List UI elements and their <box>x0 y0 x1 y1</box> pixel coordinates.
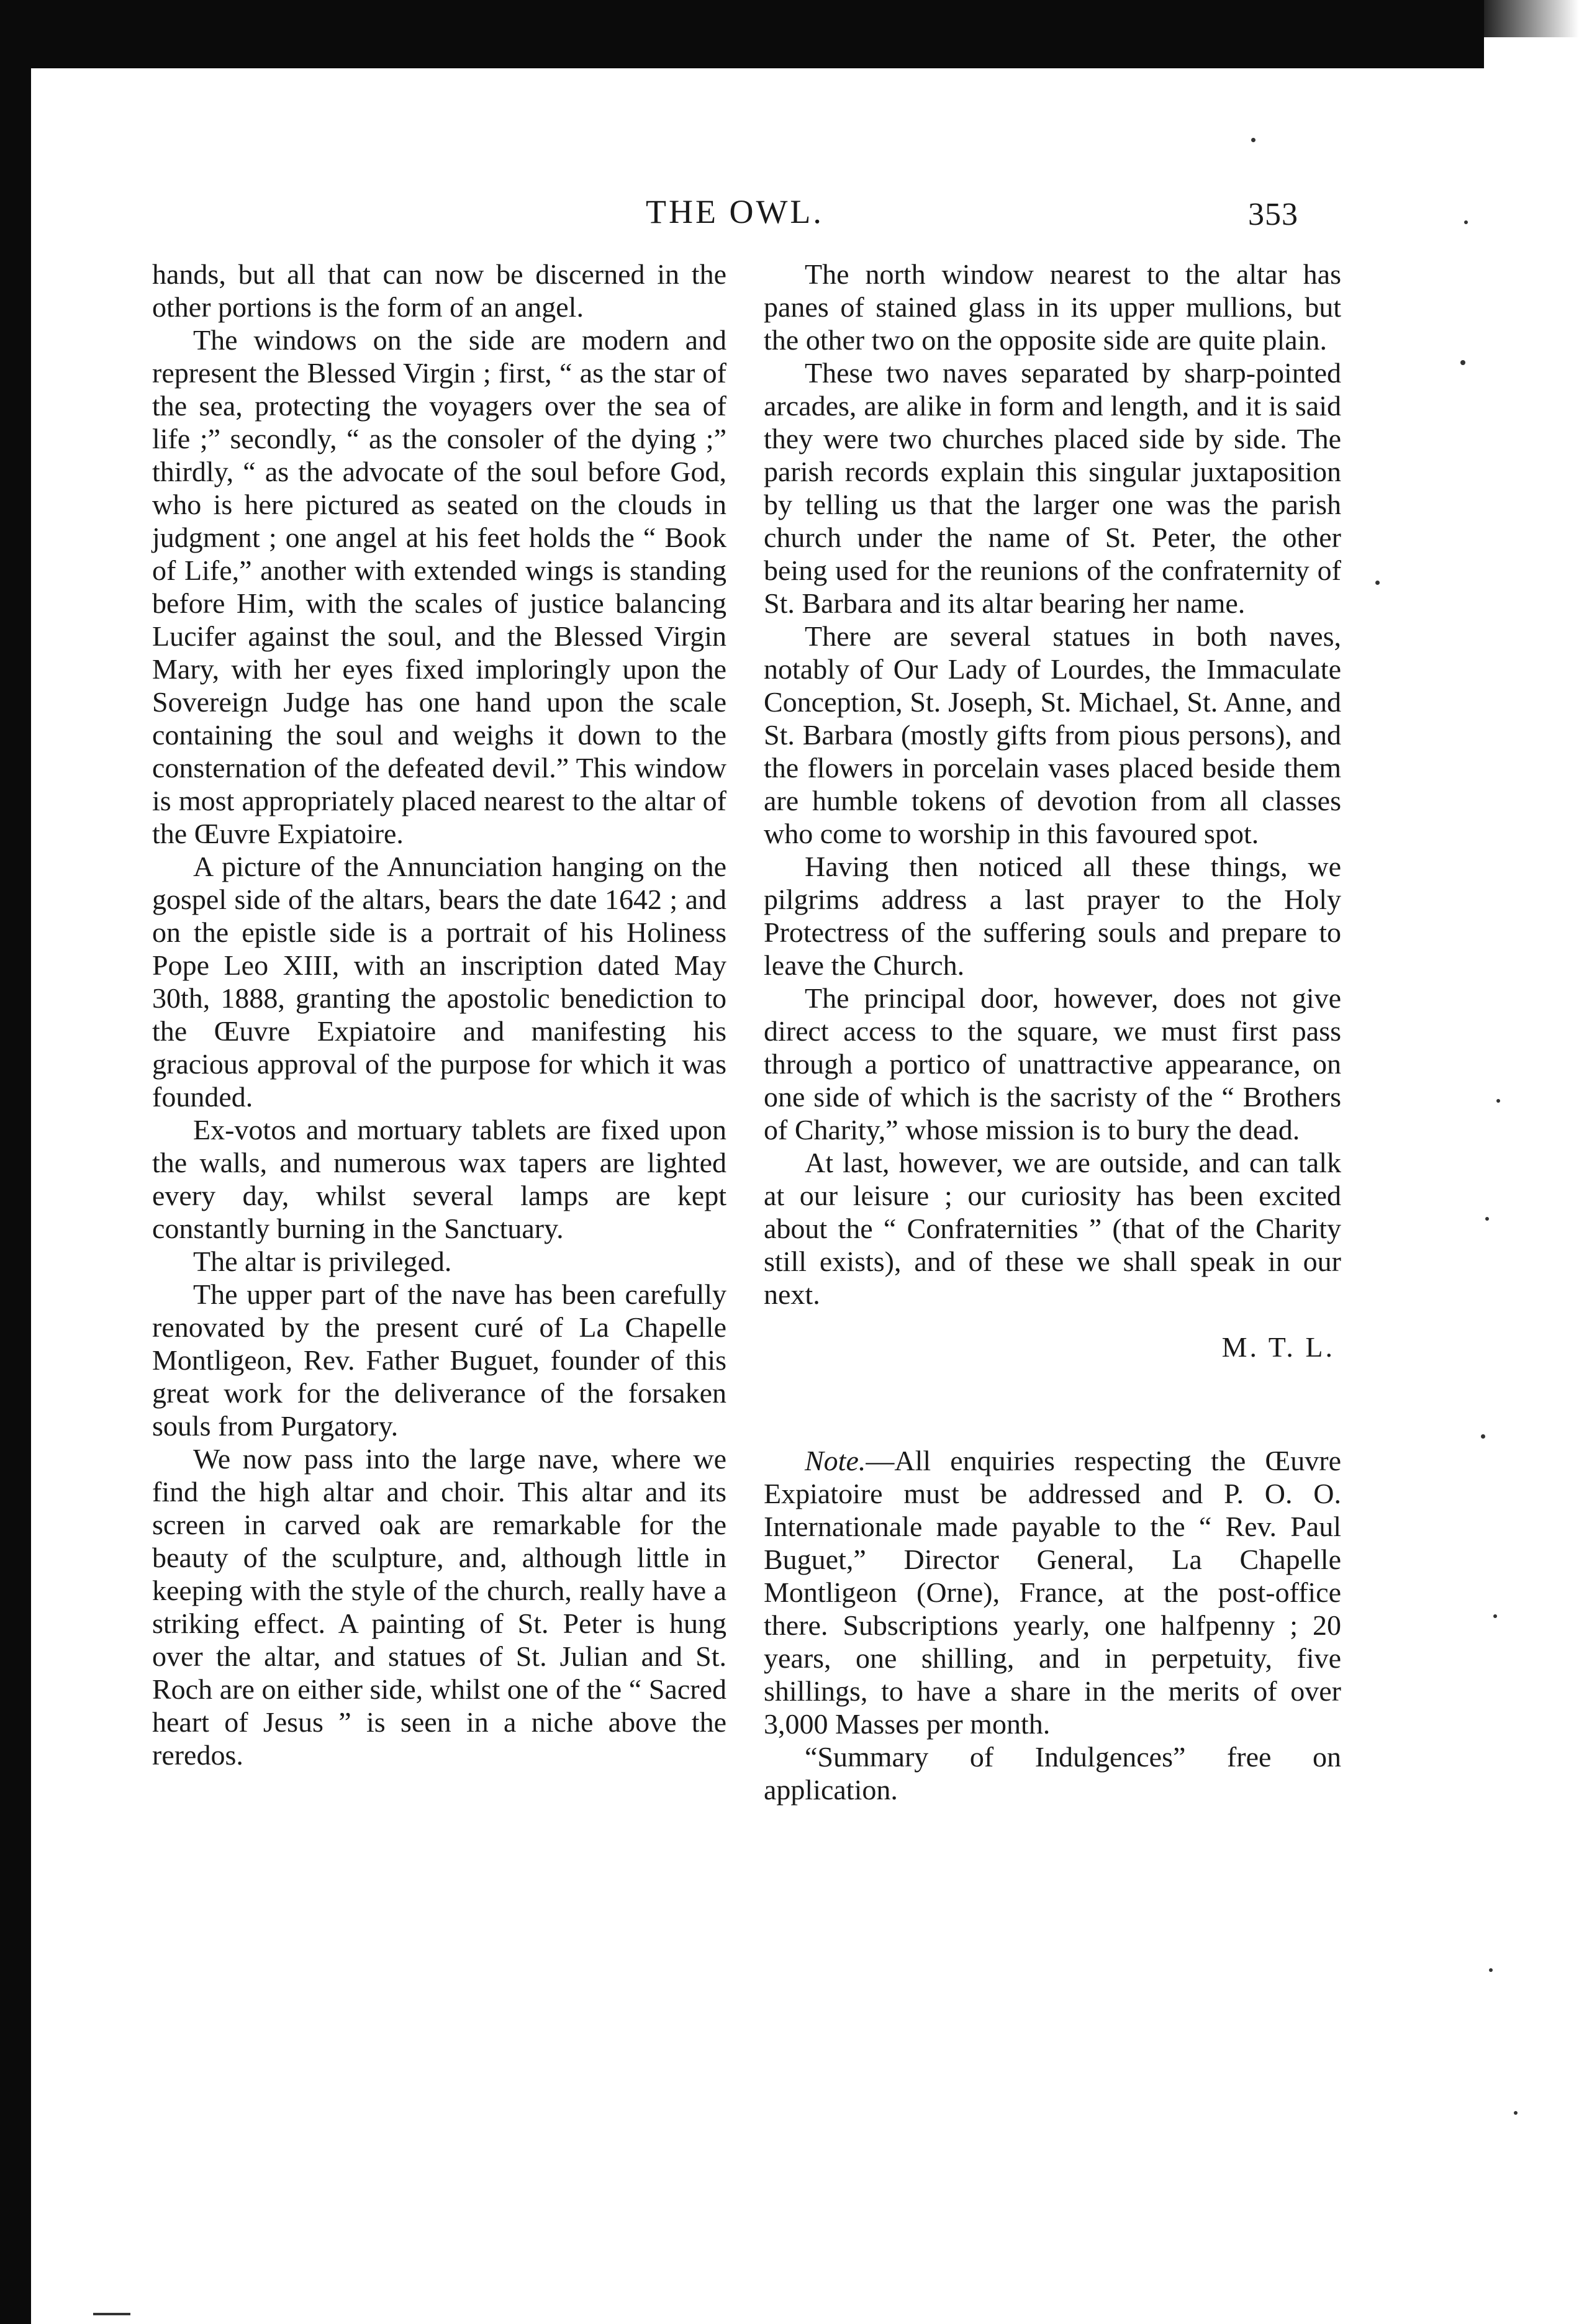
paragraph: These two naves separated by sharp-pointed arcades, are alike in form and length, and it is said they were two churches placed side by side. The parish records explain this singular juxtaposition by telling us that the larger one was the parish church under the name of St. Peter, the other being used for the reunions of the confraternity of St. Barbara and its altar bearing her name. <box>764 357 1341 619</box>
paragraph: The altar is privileged. <box>193 1246 452 1277</box>
note-paragraph <box>764 1444 1341 1740</box>
paragraph: A picture of the Annunciation hanging on the gospel side of the altars, bears the date 1642 ; and on the epistle side is a portrait of his Holiness Pope Leo XIII, with an inscription dated May 30th, 1888, granting the apostolic benediction to the Œuvre Expiatoire and manifesting his gracious approval of the purpose for which it was founded. <box>152 851 726 1113</box>
scan-speck <box>1251 138 1256 142</box>
paragraph: hands, but all that can now be discerned in the other portions is the form of an angel. <box>152 258 726 323</box>
note-label: Note. <box>805 1445 866 1476</box>
note-text: —All enquiries respecting the Œuvre Expiatoire must be addressed and P. O. O. Internationale made payable to the “ Rev. Paul Buguet,” Director General, La Chapelle Montligeon (Orne), France, at the post-office there. Subscriptions yearly, one halfpenny ; 20 years, one shilling, and in perpetuity, five shillings, to have a share in the merits of over 3,000 Masses per month. <box>764 1445 1341 1740</box>
scan-speck <box>1489 1968 1493 1972</box>
scan-edge-left <box>0 0 31 2324</box>
scan-speck <box>1481 1434 1485 1439</box>
scan-edge-top-fade <box>1484 0 1579 37</box>
paragraph: The north window nearest to the altar has panes of stained glass in its upper mullions, but the other two on the opposite side are quite plain. <box>764 258 1341 356</box>
scan-speck <box>1375 581 1380 585</box>
page-number: 353 <box>1248 197 1298 232</box>
paragraph: Having then noticed all these things, we pilgrims address a last prayer to the Holy Protectress of the suffering souls and prepare to leave the Church. <box>764 851 1341 981</box>
paragraph: We now pass into the large nave, where we find the high altar and choir. This altar and its screen in carved oak are remarkable for the beauty of the sculpture, and, although little in keeping with the style of the church, really have a striking effect. A painting of St. Peter is hung over the altar, and statues of St. Julian and St. Roch are on either side, whilst one of the “ Sacred heart of Jesus ” is seen in a niche above the reredos. <box>152 1443 726 1771</box>
scan-mark <box>93 2313 130 2315</box>
scan-edge-top <box>0 0 1484 68</box>
scan-speck <box>1493 1614 1497 1618</box>
scan-speck <box>1464 220 1468 224</box>
scan-speck <box>1460 360 1465 365</box>
paragraph: Ex-votos and mortuary tablets are fixed upon the walls, and numerous wax tapers are lighted every day, whilst several lamps are kept constantly burning in the Sanctuary. <box>152 1114 726 1244</box>
page-header <box>0 186 1579 242</box>
scan-speck <box>1496 1099 1500 1103</box>
paragraph: At last, however, we are outside, and can talk at our leisure ; our curiosity has been excited about the “ Confraternities ” (that of the Charity still exists), and of these we shall speak in our next. <box>764 1147 1341 1310</box>
left-column <box>152 258 726 1771</box>
author-signature: M. T. L. <box>1221 1331 1335 1363</box>
paragraph: There are several statues in both naves, notably of Our Lady of Lourdes, the Immaculate Conception, St. Joseph, St. Michael, St. Anne, and St. Barbara (mostly gifts from pious persons), and the flowers in porcelain vases placed beside them are humble tokens of devotion from all classes who come to worship in this favoured spot. <box>764 620 1341 849</box>
paragraph: The windows on the side are modern and represent the Blessed Virgin ; first, “ as the star of the sea, protecting the voyagers over the sea of life ;” secondly, “ as the consoler of the dying ;” thirdly, “ as the advocate of the soul before God, who is here pictured as seated on the clouds in judgment ; one angel at his feet holds the “ Book of Life,” another with extended wings is standing before Him, with the scales of justice balancing Lucifer against the soul, and the Blessed Virgin Mary, with her eyes fixed imploringly upon the Sovereign Judge has one hand upon the scale containing the soul and weighs it down to the consternation of the defeated devil.” This window is most appropriately placed nearest to the altar of the Œuvre Expiatoire. <box>152 324 726 849</box>
closing-line: “Summary of Indulgences” free on application. <box>764 1741 1341 1806</box>
scan-speck <box>1514 2111 1518 2115</box>
scan-speck <box>1485 1217 1489 1221</box>
paragraph: The principal door, however, does not give direct access to the square, we must first pass through a portico of unattractive appearance, on one side of which is the sacristy of the “ Brothers of Charity,” whose mission is to bury the dead. <box>764 982 1341 1146</box>
running-title: THE OWL. <box>646 193 824 230</box>
paragraph: The upper part of the nave has been carefully renovated by the present curé of La Chapelle Montligeon, Rev. Father Buguet, founder of this great work for the deliverance of the forsaken souls from Purgatory. <box>152 1278 726 1442</box>
right-column <box>764 258 1341 1806</box>
